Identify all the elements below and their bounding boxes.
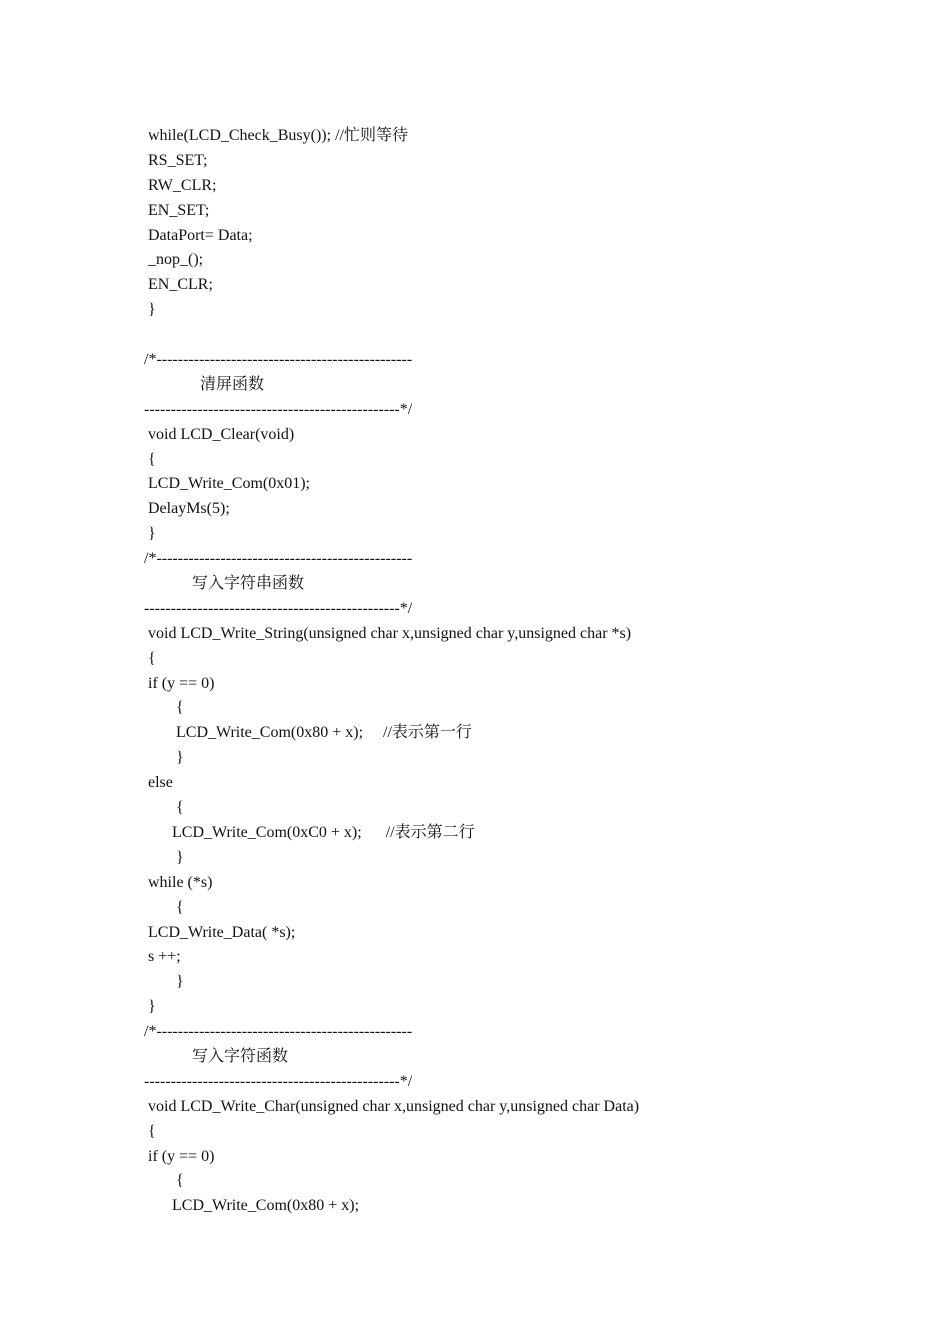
code-line: } [144,848,184,866]
code-line: void LCD_Clear(void) [144,425,295,443]
section-heading-write-char: 写入字符函数 [144,1047,289,1065]
code-line: { [144,1172,184,1190]
code-line: } [144,525,156,543]
code-line: void LCD_Write_String(unsigned char x,unsigned char y,unsigned char *s) [144,624,632,642]
code-line: s ++; [144,948,181,966]
comment-divider-bottom: ------------------------------------------------*/ [144,1072,413,1090]
code-line: RW_CLR; [144,176,217,194]
code-line: while(LCD_Check_Busy()); //忙则等待 [144,127,408,144]
code-line: } [144,973,184,991]
code-line: if (y == 0) [144,1147,215,1165]
code-line: LCD_Write_Com(0xC0 + x); //表示第二行 [144,823,475,841]
code-line: LCD_Write_Com(0x01); [144,475,310,493]
code-line: { [144,799,184,817]
code-listing [144,124,904,1219]
code-line: } [144,998,156,1016]
code-line: LCD_Write_Com(0x80 + x); //表示第一行 [144,724,472,742]
section-heading-clear: 清屏函数 [144,375,265,393]
section-heading-write-string: 写入字符串函数 [144,575,305,593]
code-line: DelayMs(5); [144,500,230,518]
code-line: void LCD_Write_Char(unsigned char x,unsigned char y,unsigned char Data) [144,1097,640,1115]
blank-line [144,323,904,348]
code-line: EN_CLR; [144,276,213,294]
code-line: { [144,699,184,717]
code-line: LCD_Write_Data( *s); [144,923,296,941]
code-line: else [144,774,173,792]
code-line: { [144,649,156,667]
code-line: { [144,898,184,916]
code-line: while (*s) [144,873,213,891]
comment-divider-top: /*------------------------------------------------ [144,550,413,568]
code-line: { [144,1122,156,1140]
code-line: DataPort= Data; [144,226,253,244]
code-line: } [144,301,156,319]
comment-divider-top: /*------------------------------------------------ [144,351,413,369]
comment-divider-bottom: ------------------------------------------------*/ [144,400,413,418]
comment-divider-bottom: ------------------------------------------------*/ [144,599,413,617]
code-line: if (y == 0) [144,674,215,692]
code-line: _nop_(); [144,251,204,269]
code-line: LCD_Write_Com(0x80 + x); [144,1197,360,1215]
code-line: EN_SET; [144,201,210,219]
comment-divider-top: /*------------------------------------------------ [144,1023,413,1041]
code-line: } [144,749,184,767]
code-line: { [144,450,156,468]
code-line: RS_SET; [144,151,208,169]
